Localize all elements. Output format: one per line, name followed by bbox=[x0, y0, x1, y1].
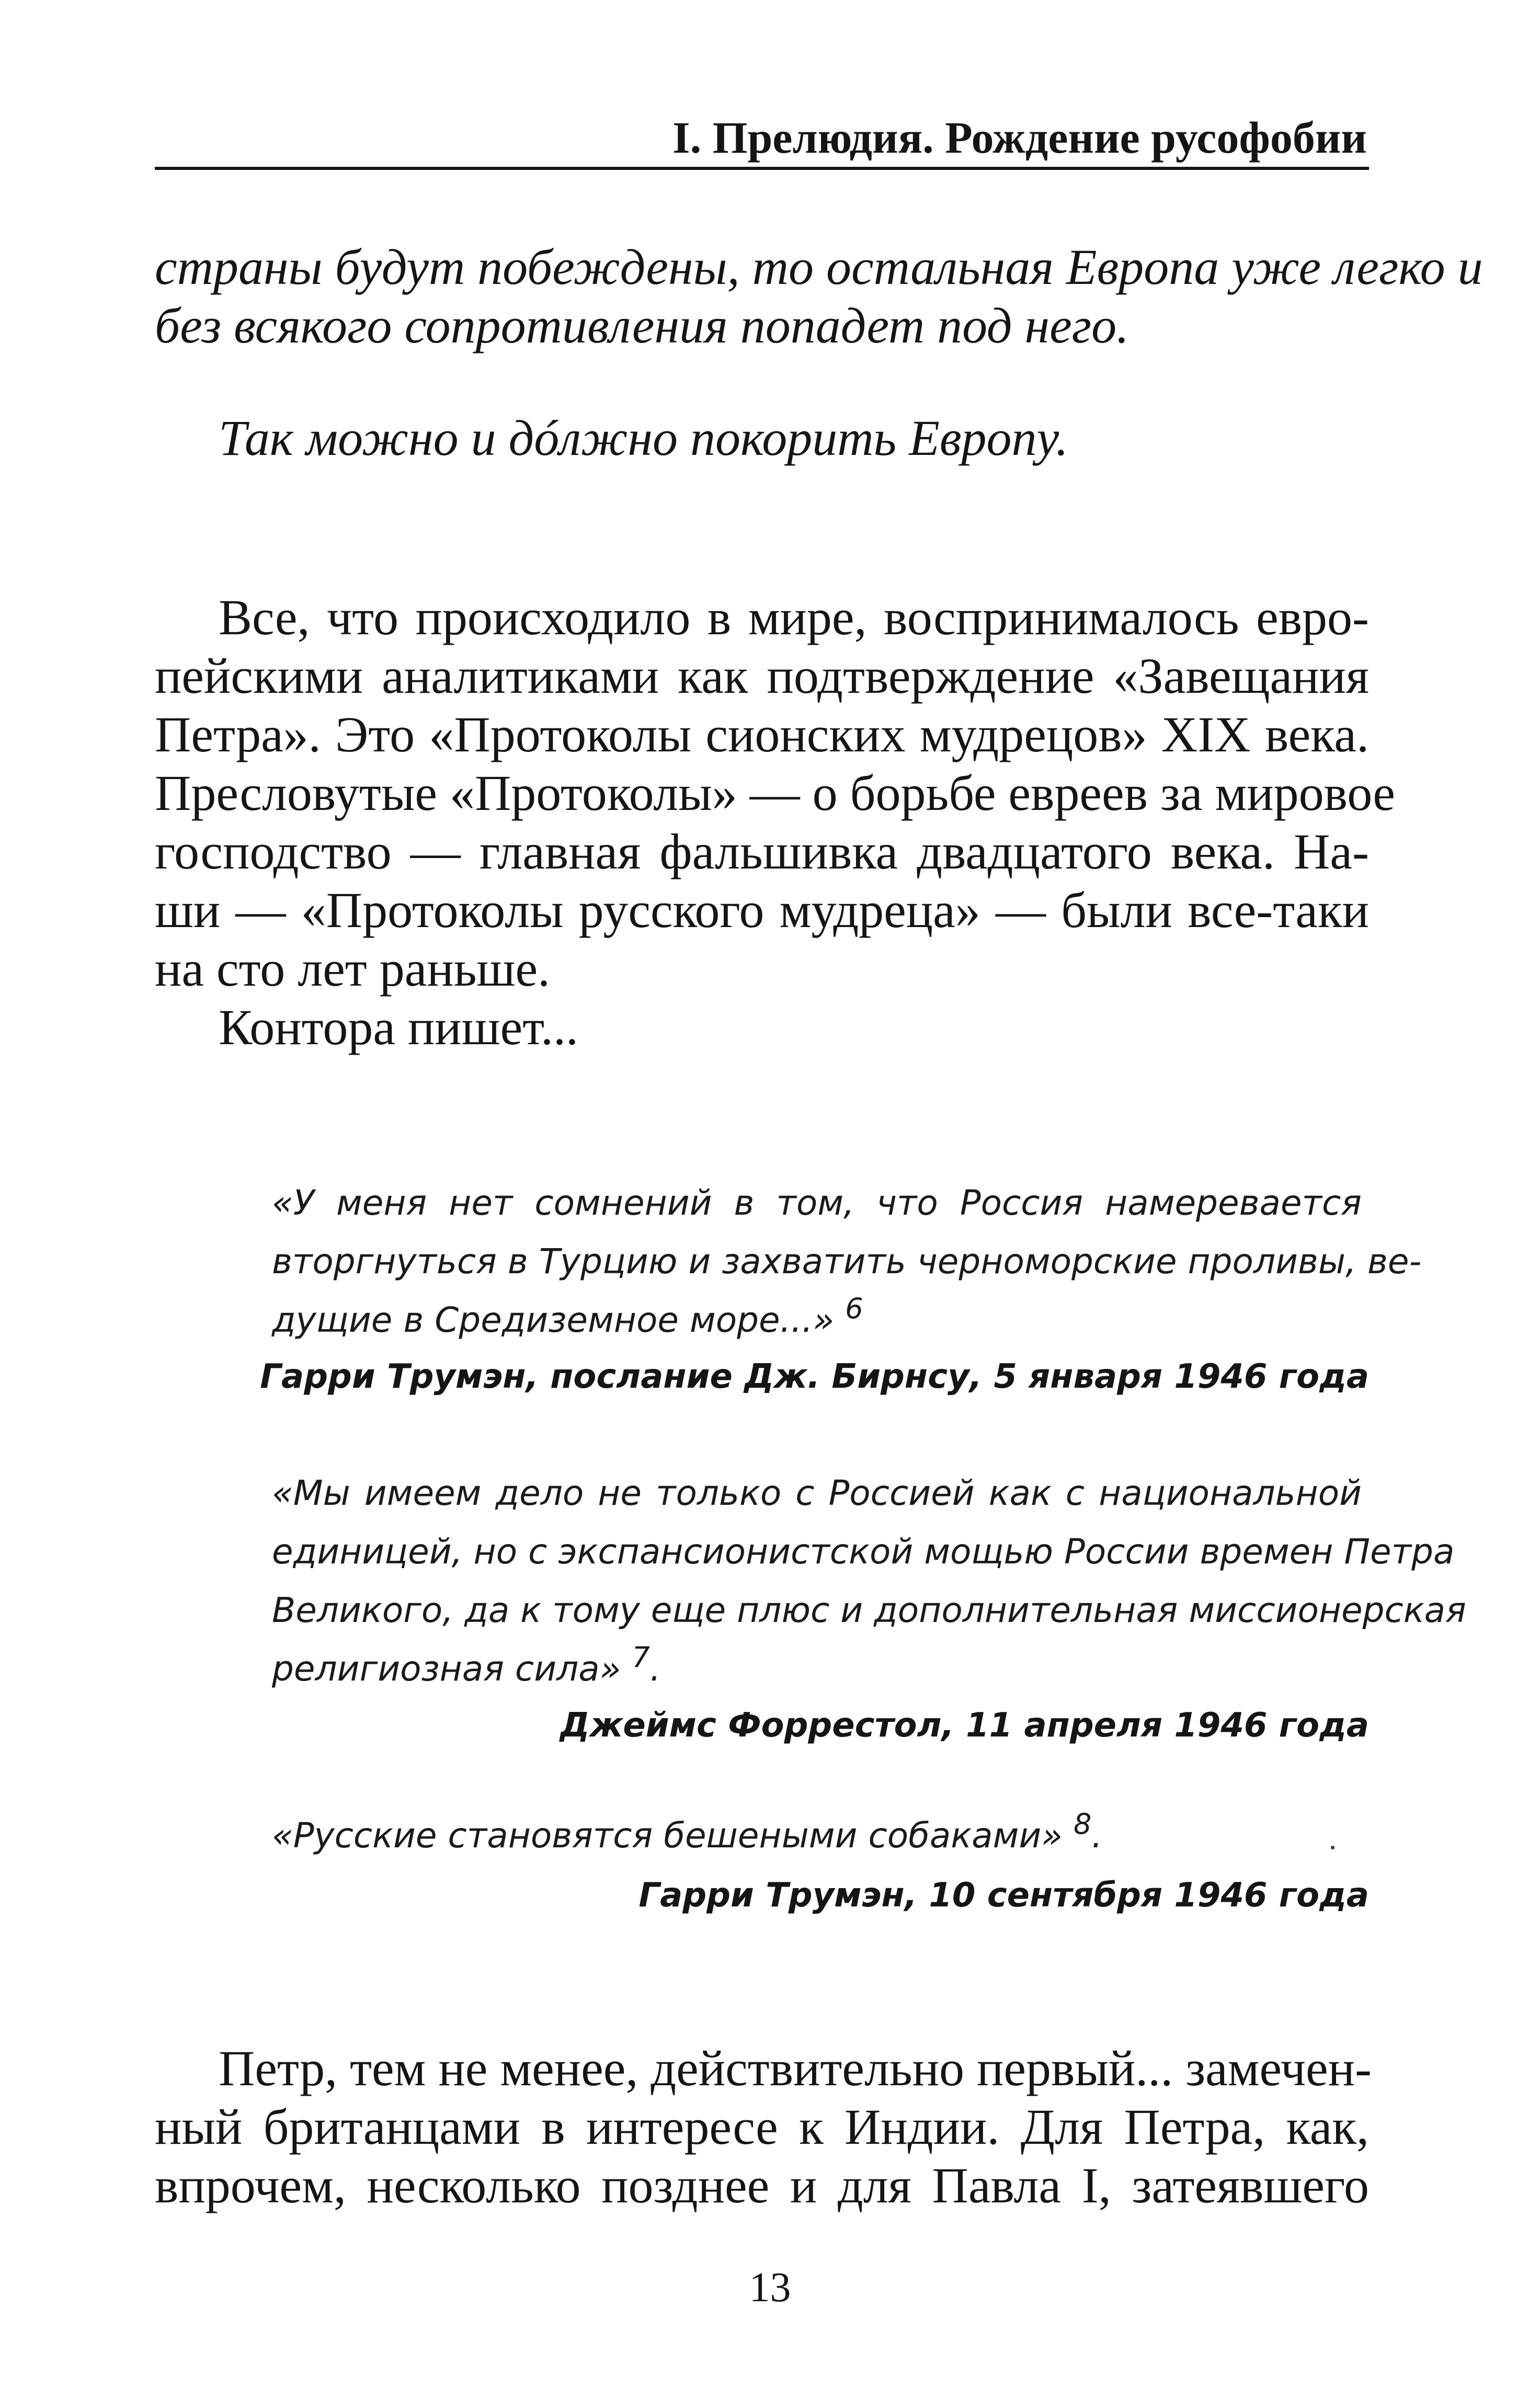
text-line: ный британцами в интересе к Индии. Для Петра, как, bbox=[155, 2099, 1369, 2155]
quote-line-text: религиозная сила» bbox=[272, 1649, 621, 1689]
quote-trailing-punct: . bbox=[1091, 1815, 1103, 1856]
text-line: Петра». Это «Протоколы сионских мудрецов» XIX века. bbox=[155, 706, 1369, 762]
text-line: ши — «Протоколы русского мудреца» — были все-таки bbox=[155, 882, 1369, 938]
quote-trailing-punct: . bbox=[649, 1649, 661, 1689]
quote-line bbox=[272, 1291, 1362, 1350]
quote-line bbox=[272, 1807, 1362, 1865]
quote-attribution: Джеймс Форрестол, 11 апреля 1946 года bbox=[560, 1706, 1369, 1745]
text-line: без всякого сопротивления попадет под него. bbox=[155, 298, 1130, 353]
text-line: страны будут побеждены, то остальная Европа уже легко и bbox=[155, 239, 1483, 295]
text-line: на сто лет раньше. bbox=[155, 941, 551, 997]
quote-line: единицей, но с экспансионистской мощью России времен Петра bbox=[272, 1532, 1455, 1572]
text-line: Петр, тем не менее, действительно первый... замечен- bbox=[219, 2040, 1372, 2096]
intro-italic-text bbox=[155, 238, 1483, 355]
text-line: Все, что происходило в мире, воспринималось евро- bbox=[219, 589, 1369, 645]
quote-line bbox=[272, 1640, 1362, 1698]
conclusion-italic-text bbox=[155, 409, 1369, 467]
quote-attribution: Гарри Трумэн, послание Дж. Бирнсу, 5 января 1946 года bbox=[260, 1357, 1369, 1396]
footnote-marker: 6 bbox=[845, 1292, 863, 1325]
footnote-marker: 8 bbox=[1074, 1808, 1092, 1841]
quote-line: «У меня нет сомнений в том, что Россия намеревается bbox=[272, 1183, 1362, 1223]
quote-attribution: Гарри Трумэн, 10 сентября 1946 года bbox=[638, 1876, 1369, 1915]
quote-line: Великого, да к тому еще плюс и дополнительная миссионерская bbox=[272, 1590, 1466, 1630]
print-speck bbox=[1331, 1846, 1334, 1849]
quote-line-text: дущие в Средиземное море...» bbox=[272, 1300, 835, 1340]
running-header bbox=[155, 107, 1369, 170]
text-line: впрочем, несколько позднее и для Павла I, затеявшего bbox=[155, 2157, 1369, 2213]
short-paragraph bbox=[155, 998, 1369, 1057]
running-header-title: I. Прелюдия. Рождение русофобии bbox=[672, 112, 1367, 163]
footnote-marker: 7 bbox=[632, 1641, 650, 1674]
quote-truman-byrnes bbox=[272, 1174, 1422, 1350]
quote-line: вторгнуться в Турцию и захватить черноморские проливы, ве- bbox=[272, 1241, 1422, 1282]
text-line: Так можно и дóлжно покорить Европу. bbox=[219, 410, 1069, 466]
quote-truman-dogs bbox=[272, 1807, 1362, 1865]
page-number: 13 bbox=[749, 2265, 791, 2311]
quote-line-text: «Русские становятся бешеными собаками» bbox=[272, 1815, 1063, 1856]
final-paragraph bbox=[155, 2039, 1372, 2215]
text-line: Контора пишет... bbox=[219, 999, 578, 1055]
text-line: Пресловутые «Протоколы» — о борьбе евреев за мировое bbox=[155, 765, 1396, 821]
quote-forrestal bbox=[272, 1464, 1466, 1698]
quote-line: «Мы имеем дело не только с Россией как с национальной bbox=[272, 1473, 1362, 1513]
text-line: господство — главная фальшивка двадцатого века. На- bbox=[155, 824, 1369, 879]
text-line: пейскими аналитиками как подтверждение «Завещания bbox=[155, 648, 1369, 704]
main-paragraph bbox=[155, 588, 1396, 998]
